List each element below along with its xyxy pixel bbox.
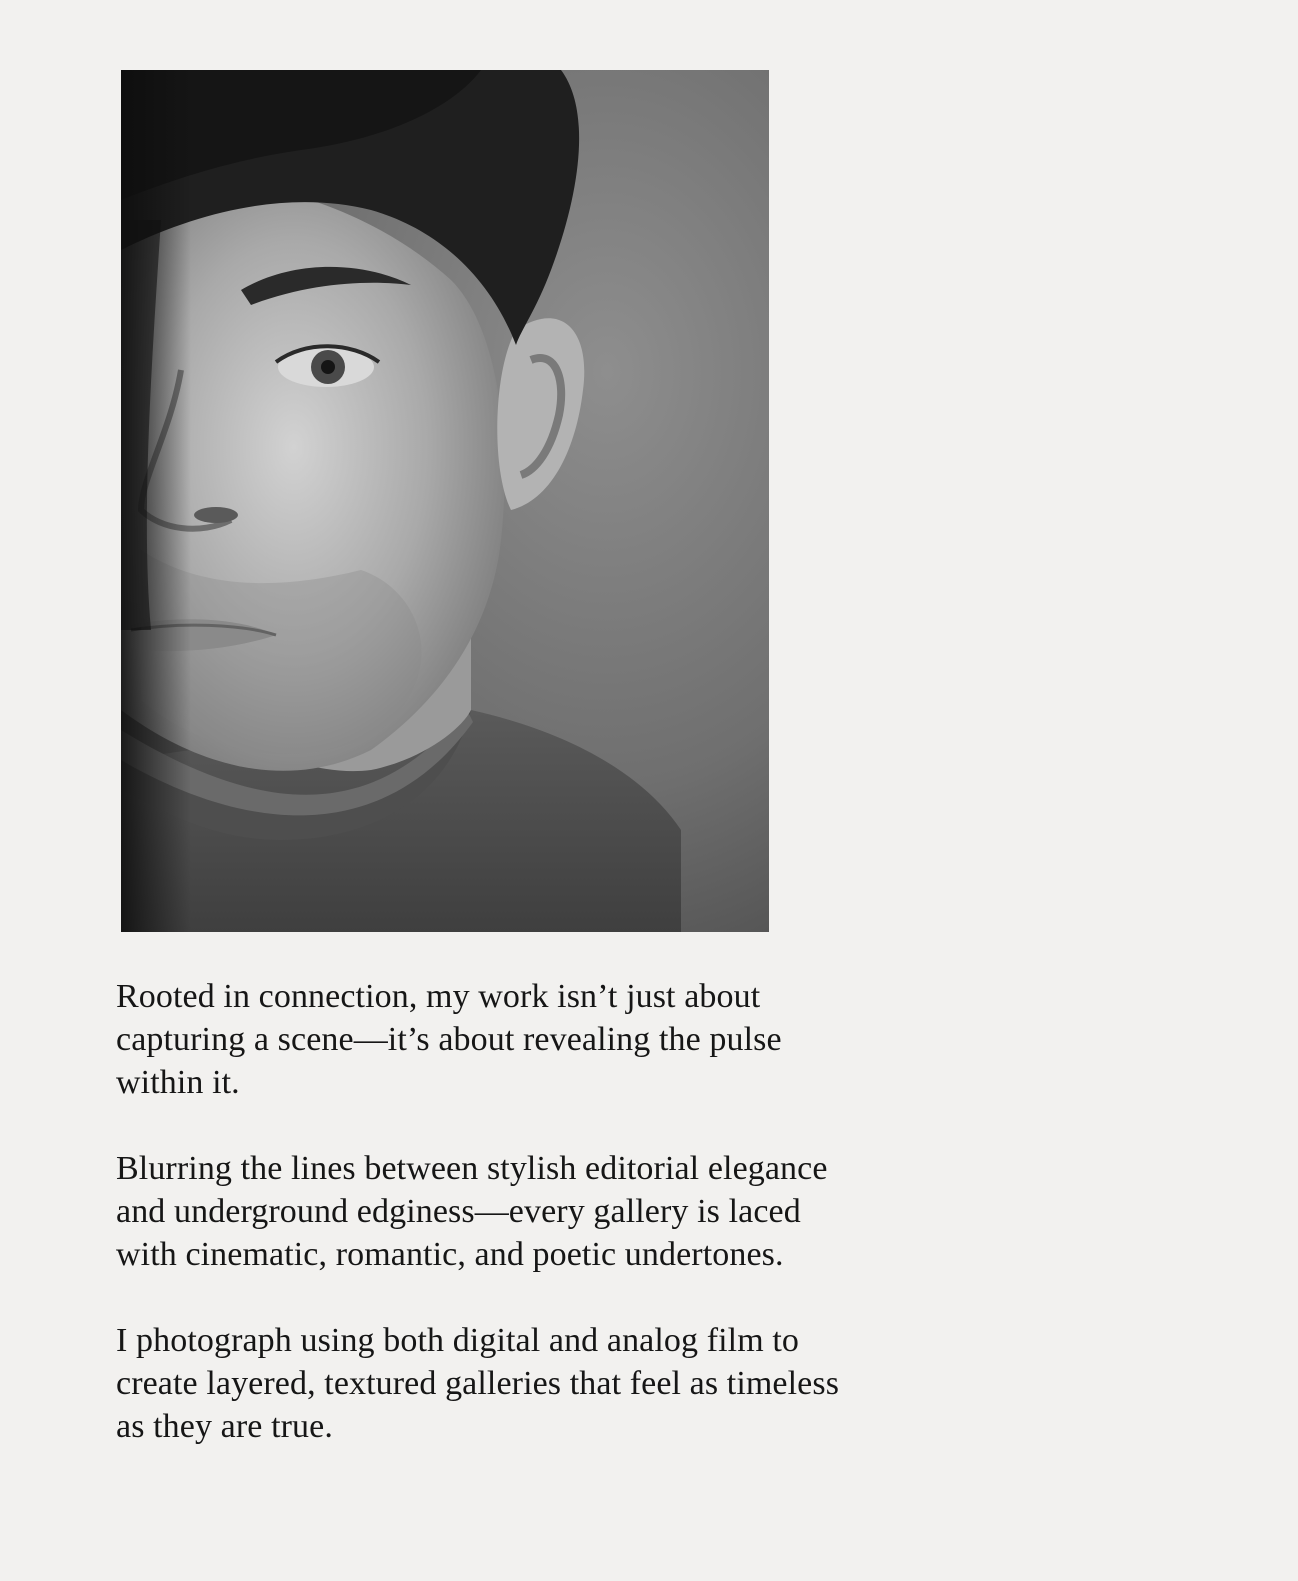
bio-text: [116, 975, 976, 1491]
bio-paragraph-2: Blurring the lines between stylish editorial elegance and underground edginess—every gallery is laced with cinematic, romantic, and poetic undertones.: [116, 1150, 828, 1273]
bio-paragraph-1: Rooted in connection, my work isn’t just about capturing a scene—it’s about revealing the pulse within it.: [116, 978, 782, 1101]
portrait-photo-icon: [121, 70, 769, 932]
portrait-photo: [121, 70, 769, 932]
bio-paragraph-3: I photograph using both digital and analog film to create layered, textured galleries that feel as timeless as they are true.: [116, 1322, 840, 1445]
